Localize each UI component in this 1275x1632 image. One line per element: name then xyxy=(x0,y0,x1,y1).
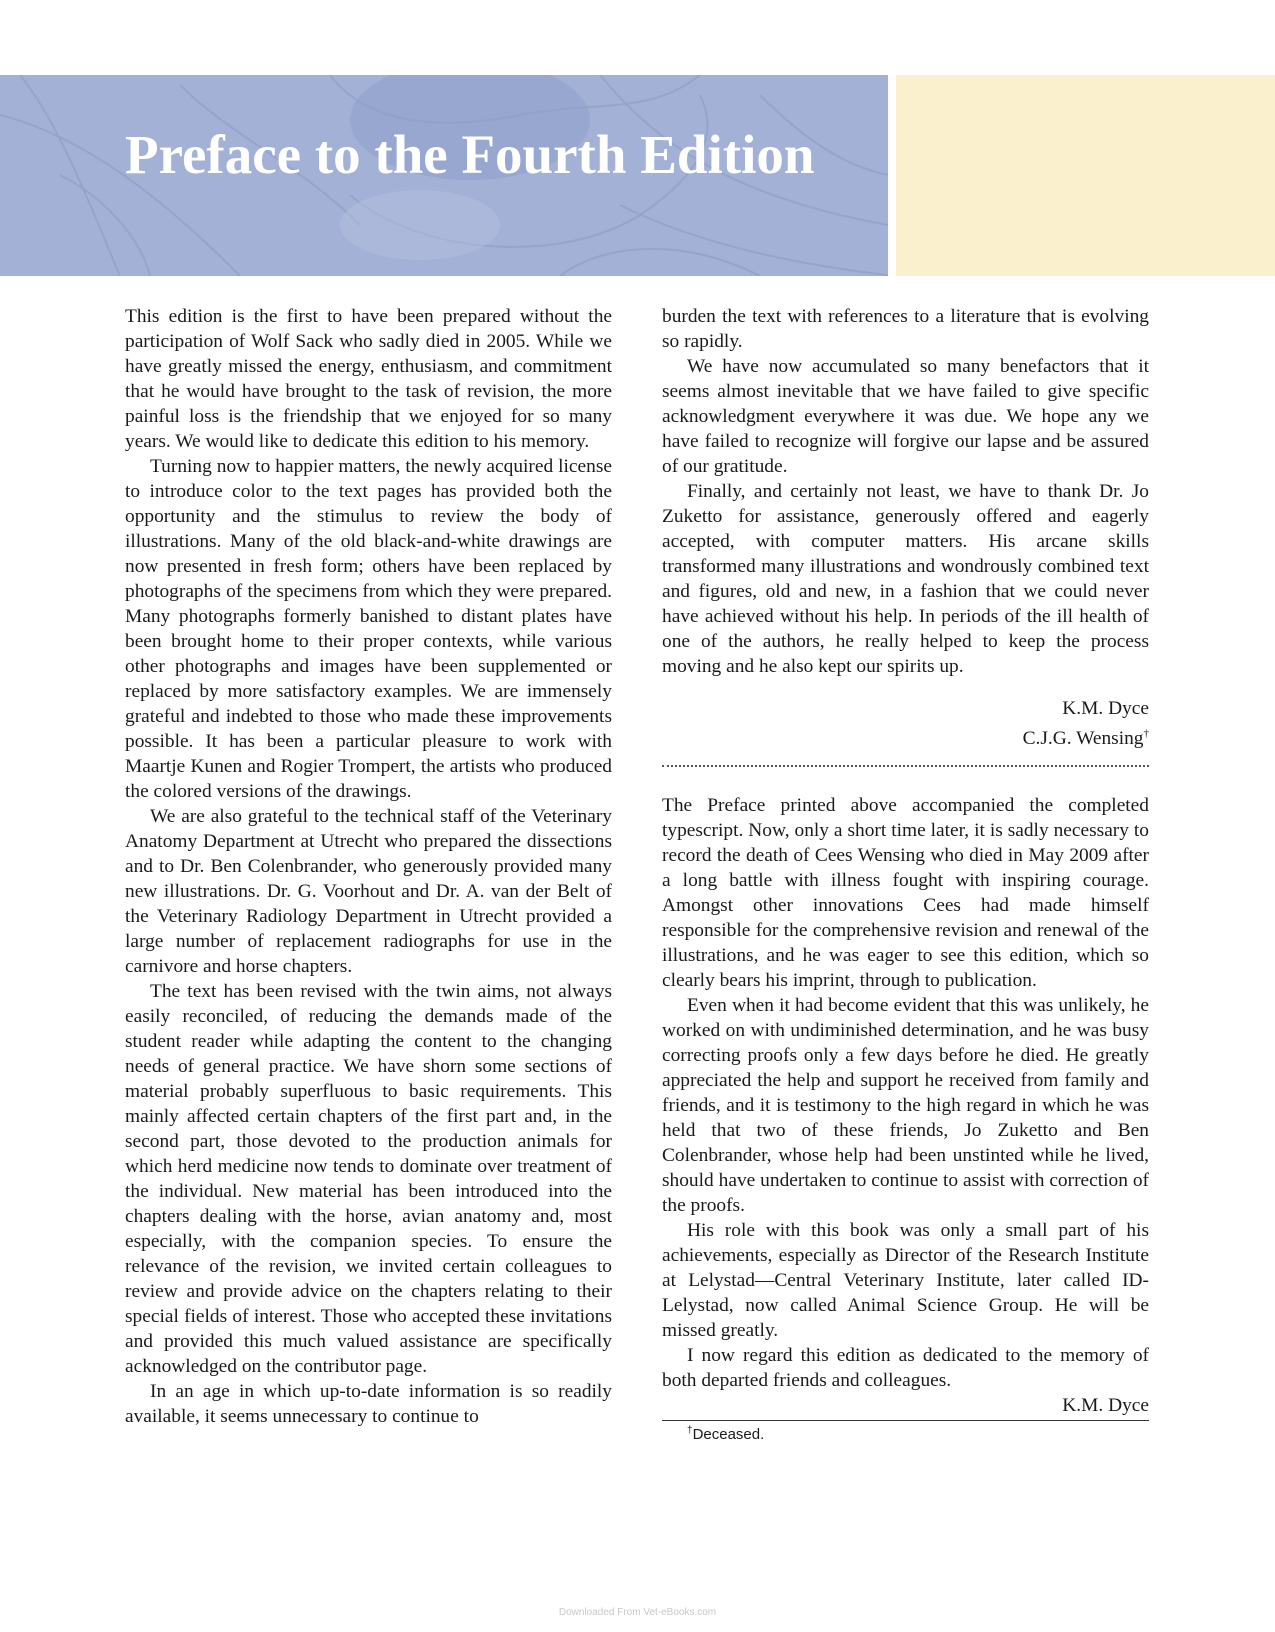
left-column xyxy=(125,304,612,1429)
footnote-text: Deceased. xyxy=(692,1426,765,1443)
signature-block xyxy=(662,696,1149,751)
paragraph: This edition is the first to have been prepared without the participation of Wolf Sack who sadly died in 2005. While we have greatly missed the energy, enthusiasm, and commitment that he would have brought to the task of revision, the more painful loss is the friendship that we enjoyed for so many years. We would like to dedicate this edition to his memory. xyxy=(125,306,612,452)
paragraph: His role with this book was only a small part of his achievements, especially as Director of the Research Institute at Lelystad—Central Veterinary Institute, later called ID-Lelystad, now called Animal Science Group. He will be missed greatly. xyxy=(662,1220,1149,1341)
signature-wensing-name: C.J.G. Wensing xyxy=(1022,728,1144,749)
deceased-mark: † xyxy=(1143,727,1149,740)
paragraph: The text has been revised with the twin aims, not always easily reconciled, of reducing the demands made of the student reader while adapting the content to the changing needs of general practice. We have shorn some sections of material probably superfluous to basic requirements. This mainly affected certain chapters of the first part and, in the second part, those devoted to the production animals for which herd medicine now tends to dominate over treatment of the individual. New material has been introduced into the chapters dealing with the horse, avian anatomy and, most especially, with the companion species. To ensure the relevance of the revision, we invited certain colleagues to review and provide advice on the chapters relating to their special fields of interest. Those who accepted these invitations and provided this much valued assistance are specifically acknowledged on the contributor page. xyxy=(125,981,612,1377)
signature-wensing xyxy=(662,726,1149,751)
page-title: Preface to the Fourth Edition xyxy=(125,124,815,185)
paragraph: The Preface printed above accompanied the completed typescript. Now, only a short time later, it is sadly necessary to record the death of Cees Wensing who died in May 2009 after a long battle with illness fought with inspiring courage. Amongst other innovations Cees had made himself responsible for the comprehensive revision and renewal of the illustrations, and he was eager to see this edition, which so clearly bears his imprint, through to publication. xyxy=(662,795,1149,991)
paragraph: Finally, and certainly not least, we have to thank Dr. Jo Zuketto for assistance, generously offered and eagerly accepted, with computer matters. His arcane skills transformed many illustrations and wondrously combined text and figures, old and new, in a fashion that we could never have achieved without his help. In periods of the ill health of one of the authors, he really helped to keep the process moving and he also kept our spirits up. xyxy=(662,481,1149,677)
signature-dyce: K.M. Dyce xyxy=(1062,698,1149,719)
paragraph: We have now accumulated so many benefactors that it seems almost inevitable that we have failed to give specific acknowledgment everywhere it was due. We hope any we have failed to recognize will forgive our lapse and be assured of our gratitude. xyxy=(662,356,1149,477)
header-accent-panel xyxy=(896,75,1275,276)
postscript-section xyxy=(662,793,1149,1393)
footnote xyxy=(662,1421,1149,1445)
paragraph: In an age in which up-to-date information is so readily available, it seems unnecessary to continue to xyxy=(125,1381,612,1427)
paragraph: Even when it had become evident that this was unlikely, he worked on with undiminished determination, and he was busy correcting proofs only a few days before he died. He greatly appreciated the help and support he received from family and friends, and it is testimony to the high regard in which he was held that two of these friends, Jo Zuketto and Ben Colenbrander, whose help had been unstinted while he lived, should have undertaken to continue to assist with correction of the proofs. xyxy=(662,995,1149,1216)
paragraph: I now regard this edition as dedicated to the memory of both departed friends and colleagues. xyxy=(662,1345,1149,1391)
paragraph: burden the text with references to a literature that is evolving so rapidly. xyxy=(662,306,1149,352)
final-signature: K.M. Dyce xyxy=(1062,1395,1149,1416)
paragraph: We are also grateful to the technical staff of the Veterinary Anatomy Department at Utrecht who prepared the dissections and to Dr. Ben Colenbrander, who generously provided many new illustrations. Dr. G. Voorhout and Dr. A. van der Belt of the Veterinary Radiology Department in Utrecht provided a large number of replacement radiographs for use in the carnivore and horse chapters. xyxy=(125,806,612,977)
watermark: Downloaded From Vet-eBooks.com xyxy=(558,1607,717,1618)
footnote-mark: † xyxy=(687,1425,693,1436)
dotted-divider xyxy=(662,765,1149,767)
paragraph: Turning now to happier matters, the newly acquired license to introduce color to the text pages has provided both the opportunity and the stimulus to review the body of illustrations. Many of the old black-and-white drawings are now presented in fresh form; others have been replaced by photographs of the specimens from which they were prepared. Many photographs formerly banished to distant plates have been brought home to their proper contexts, while various other photographs and images have been supplemented or replaced by more satisfactory examples. We are immensely grateful and indebted to those who made these improvements possible. It has been a particular pleasure to work with Maartje Kunen and Rogier Trompert, the artists who produced the colored versions of the drawings. xyxy=(125,456,612,802)
right-column xyxy=(662,304,1149,1445)
